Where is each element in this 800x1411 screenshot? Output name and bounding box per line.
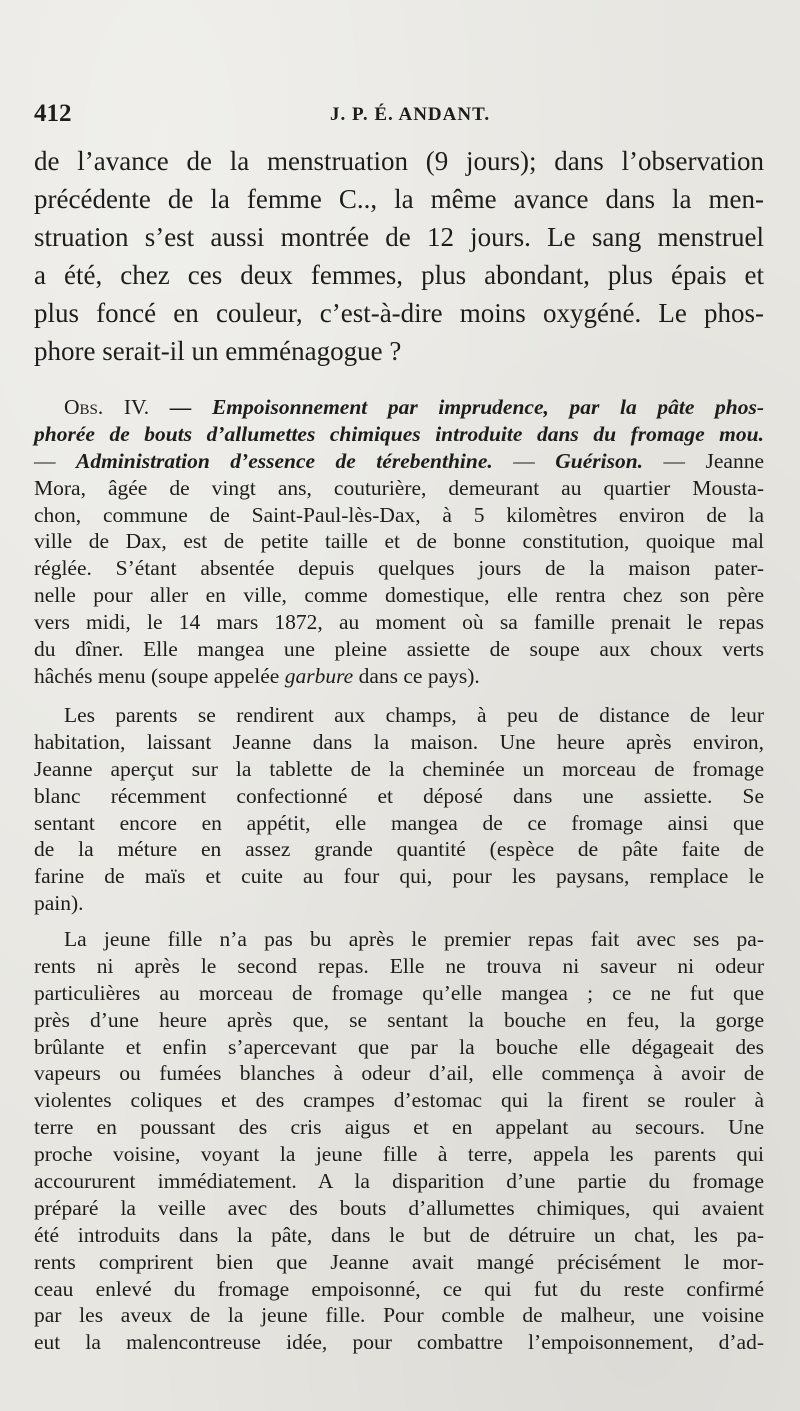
paragraph-4 [34, 926, 764, 1356]
text-line: rents comprirent bien que Jeanne avait mangé précisément le mor- [34, 1249, 764, 1274]
text-line: proche voisine, voyant la jeune fille à terre, appela les parents qui [34, 1142, 764, 1167]
text-line: vers midi, le 14 mars 1872, au moment où sa famille prenait le repas [34, 610, 764, 635]
text-line: vapeurs ou fumées blanches à odeur d’ail, elle commença à avoir de [34, 1061, 764, 1086]
guerison-heading: Guérison. [555, 448, 644, 473]
running-head: J. P. É. ANDANT. [330, 104, 491, 125]
text-line: par les aveux de la jeune fille. Pour comble de malheur, une voisine [34, 1303, 764, 1328]
text-line: Mora, âgée de vingt ans, couturière, demeurant au quartier Mousta- [34, 475, 764, 500]
text-line: plus foncé en couleur, c’est-à-dire moins oxygéné. Le phos- [34, 298, 764, 328]
text-line: blanc récemment confectionné et déposé dans une assiette. Se [34, 783, 764, 808]
page-number: 412 [34, 100, 72, 127]
text-line: pain). [34, 891, 84, 916]
dash: — [34, 448, 76, 473]
text-line: ville de Dax, est de petite taille et de bonne constitution, quoique mal [34, 529, 764, 554]
observation-title: — Empoisonnement par imprudence, par la pâte phos- [169, 395, 765, 419]
text-line: violentes coliques et des crampes d’estomac qui la firent se rouler à [34, 1088, 764, 1113]
text-fragment: dans ce pays). [353, 663, 480, 688]
observation-title-line: phorée de bouts d’allumettes chimiques introduite dans du fromage mou. [34, 421, 764, 446]
observation-iv [34, 394, 764, 690]
text-line: phore serait-il un emménagogue ? [34, 336, 402, 366]
text-fragment: — Jeanne [643, 448, 764, 473]
text-line: terre en poussant des cris aigus et en appelant au secours. Une [34, 1115, 764, 1140]
text-line: farine de maïs et cuite au four qui, pour les paysans, remplace le [34, 864, 764, 889]
text-line: rents ni après le second repas. Elle ne trouva ni saveur ni odeur [34, 953, 764, 978]
text-line: chon, commune de Saint-Paul-lès-Dax, à 5 kilomètres environ de la [34, 502, 764, 527]
text-line: particulières au morceau de fromage qu’elle mangea ; ce ne fut que [34, 980, 764, 1005]
text-line: sentant encore en appétit, elle mangea de ce fromage ainsi que [34, 810, 764, 835]
observation-title-line [34, 394, 764, 421]
text-line: brûlante et enfin s’apercevant que par la bouche elle dégageait des [34, 1034, 764, 1059]
dash: — [492, 448, 556, 473]
text-line: du dîner. Elle mangea une pleine assiette de soupe aux choux verts [34, 637, 764, 662]
text-line: Les parents se rendirent aux champs, à peu de distance de leur [64, 703, 764, 727]
text-line: préparé la veille avec des bouts d’allumettes chimiques, qui avaient [34, 1195, 764, 1220]
text-line: précédente de la femme C.., la même avance dans la men- [34, 184, 764, 214]
text-line: réglée. S’étant absentée depuis quelques jours de la maison pater- [34, 556, 764, 581]
text-line: struation s’est aussi montrée de 12 jours. Le sang menstruel [34, 222, 764, 252]
text-line: près d’une heure après que, se sentant la bouche en feu, la gorge [34, 1007, 764, 1032]
paragraph-1 [34, 142, 764, 370]
text-line: accoururent immédiatement. A la disparition d’une partie du fromage [34, 1169, 764, 1194]
text-line: été introduits dans la pâte, dans le but de détruire un chat, les pa- [34, 1222, 764, 1247]
text-line: a été, chez ces deux femmes, plus abondant, plus épais et [34, 260, 764, 290]
text-line: ceau enlevé du fromage empoisonné, ce qui fut du reste confirmé [34, 1276, 764, 1301]
text-line [34, 663, 764, 690]
administration-heading: Administration d’essence de térebenthine. [75, 448, 493, 473]
observation-label: Obs. IV. [64, 395, 150, 419]
text-fragment: hâchés menu (soupe appelée [34, 663, 285, 688]
page-header [34, 100, 764, 136]
text-line: eut la malencontreuse idée, pour combattre l’empoisonnement, d’ad- [34, 1330, 764, 1355]
text-line: La jeune fille n’a pas bu après le premier repas fait avec ses pa- [64, 927, 764, 951]
observation-title-line [34, 448, 764, 475]
text-line: de la méture en assez grande quantité (espèce de pâte faite de [34, 837, 764, 862]
text-line: habitation, laissant Jeanne dans la maison. Une heure après environ, [34, 729, 764, 754]
text-line: de l’avance de la menstruation (9 jours); dans l’observation [34, 146, 764, 176]
garbure-term: garbure [284, 663, 354, 688]
text-line: nelle pour aller en ville, comme domestique, elle rentra chez son père [34, 583, 764, 608]
text-line: Jeanne aperçut sur la tablette de la cheminée un morceau de fromage [34, 756, 764, 781]
paragraph-3 [34, 702, 764, 917]
